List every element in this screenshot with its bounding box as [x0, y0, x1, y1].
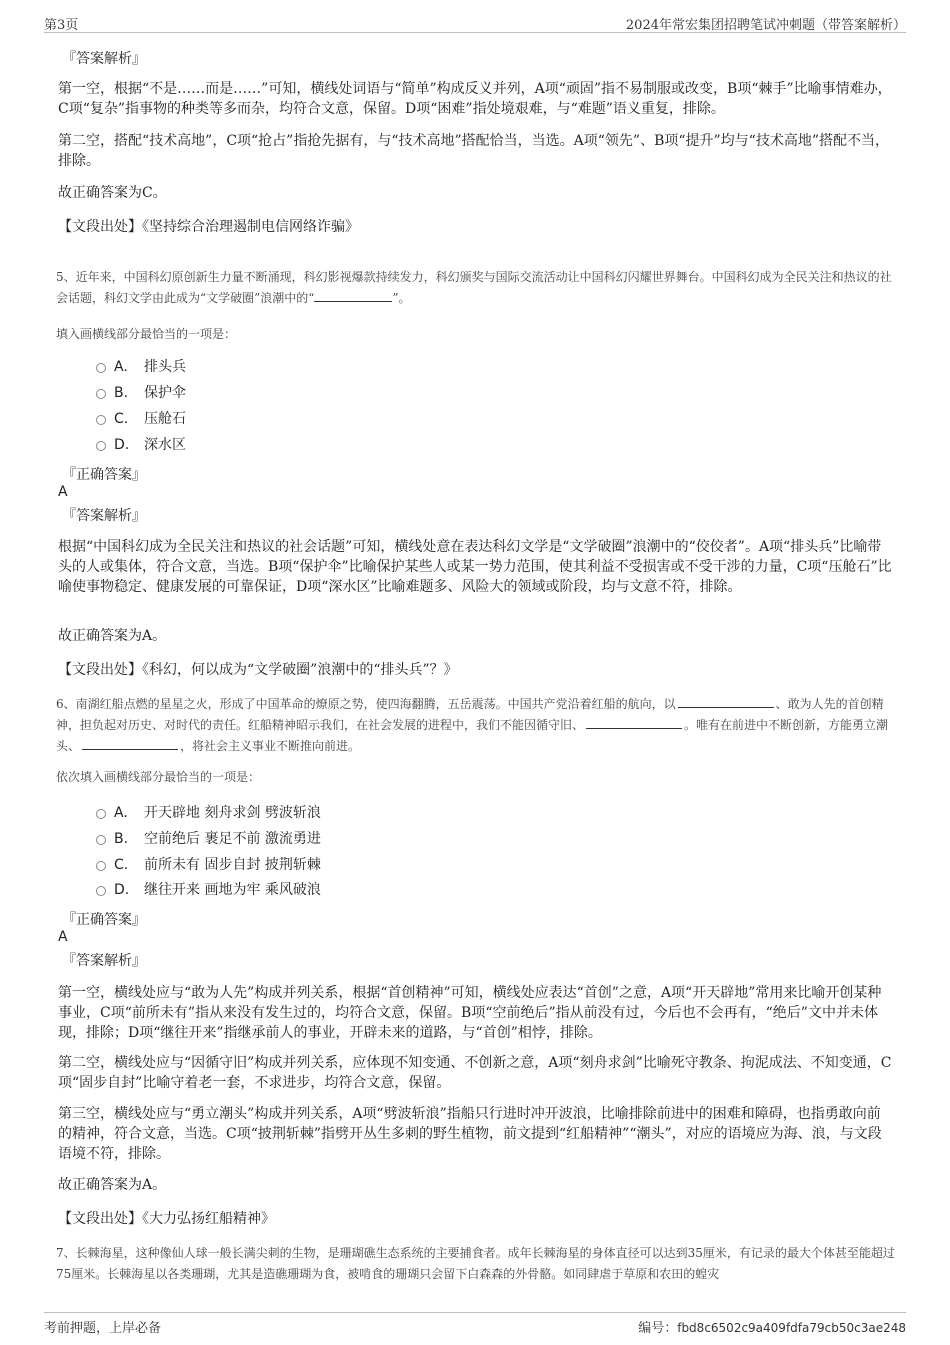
document-code: 编号：fbd8c6502c9a409fdfa79cb50c3ae248: [638, 1321, 906, 1336]
analysis-label: 『答案解析』: [62, 508, 146, 524]
q6-option-b[interactable]: B. 空前绝后 裹足不前 激流勇进: [96, 829, 321, 849]
q6-option-d[interactable]: D. 继往开来 画地为牢 乘风破浪: [96, 880, 321, 900]
q5-stem: 5、近年来，中国科幻原创新生力量不断涌现，科幻影视爆款持续发力，科幻颁奖与国际交流活动让中国科幻闪耀世界舞台。中国科幻成为全民关注和热议的社会话题，科幻文学由此成为“文学破圈”浪潮中的“ ”。: [56, 270, 892, 305]
answer-blank: [586, 716, 682, 729]
radio-icon[interactable]: [96, 809, 106, 819]
q6-analysis-para1: 第一空，横线处应与“敢为人先”构成并列关系，根据“首创精神”可知，横线处应表达“首创”之意，A项“开天辟地”常用来比喻开创某种事业，C项“前所未有”指从来没有发生过的，均符合文意，保留。B项“空前绝后”指从前没有过，今后也不会再有，“绝后”文中并未体现，排除；D项“继往开来”指继承前人的事业，开辟未来的道路，与“首创”相悖，排除。: [58, 985, 882, 1041]
q6-analysis-para3: 第三空，横线处应与“勇立潮头”构成并列关系，A项“劈波斩浪”指船只行进时冲开波浪，比喻排除前进中的困难和障碍，也指勇敢向前的精神，符合文意，当选。C项“披荆斩棘”指劈开丛生多刺的野生植物，前文提到“红船精神”“潮头”，对应的语境应为海、浪，与文段语境不符，排除。: [58, 1106, 882, 1162]
radio-icon[interactable]: [96, 389, 106, 399]
footer-slogan: 考前押题，上岸必备: [44, 1321, 162, 1336]
q5-option-c[interactable]: C. 压舱石: [96, 409, 186, 429]
q5-analysis: 根据“中国科幻成为全民关注和热议的社会话题”可知，横线处意在表达科幻文学是“文学破圈”浪潮中的“佼佼者”。A项“排头兵”比喻带头的人或集体，符合文意，当选。B项“保护伞”比喻保护某些人或某一势力范围，使其利益不受损害或不受干涉的力量，C项“压舱石”比喻使事物稳定、健康发展的可靠保证，D项“深水区”比喻难题多、风险大的领域或阶段，均与文意不符，排除。: [58, 539, 892, 595]
q6-answer: A: [58, 929, 68, 945]
q4-source: 【文段出处】《坚持综合治理遏制电信网络诈骗》: [58, 219, 359, 235]
q7-stem: 7、长棘海星，这种像仙人球一般长满尖刺的生物，是珊瑚礁生态系统的主要捕食者。成年长棘海星的身体直径可以达到35厘米，有记录的最大个体甚至能超过75厘米。长棘海星以各类珊瑚，尤其是造礁珊瑚为食，被啃食的珊瑚只会留下白森森的外骨骼。如同肆虐于草原和农田的蝗灾: [56, 1246, 895, 1281]
radio-icon[interactable]: [96, 441, 106, 451]
q6-analysis-para2: 第二空，横线处应与“因循守旧”构成并列关系，应体现不知变通、不创新之意，A项“刻舟求剑”比喻死守教条、拘泥成法、不知变通，C项“固步自封”比喻守着老一套，不求进步，均符合文意，保留。: [58, 1055, 892, 1091]
q6-instruction: 依次填入画横线部分最恰当的一项是：: [56, 770, 261, 784]
q6-source: 【文段出处】《大力弘扬红船精神》: [58, 1211, 275, 1227]
q4-conclusion: 故正确答案为C。: [58, 185, 167, 201]
correct-answer-label: 『正确答案』: [62, 912, 146, 928]
radio-icon[interactable]: [96, 886, 106, 896]
q5-conclusion: 故正确答案为A。: [58, 628, 167, 644]
radio-icon[interactable]: [96, 415, 106, 425]
q5-answer: A: [58, 484, 68, 500]
page-footer: [44, 1312, 906, 1336]
radio-icon[interactable]: [96, 861, 106, 871]
page-header: [44, 12, 906, 33]
q5-option-a[interactable]: A. 排头兵: [96, 357, 186, 377]
answer-blank: [314, 289, 392, 302]
q6-option-c[interactable]: C. 前所未有 固步自封 披荆斩棘: [96, 855, 321, 875]
document-title: 2024年常宏集团招聘笔试冲刺题（带答案解析）: [625, 18, 906, 33]
q6-conclusion: 故正确答案为A。: [58, 1177, 167, 1193]
page-number: 第3页: [44, 18, 79, 33]
q4-analysis-para1: 第一空，根据“不是……而是……”可知，横线处词语与“简单”构成反义并列，A项“顽固”指不易制服或改变，B项“棘手”比喻事情难办，C项“复杂”指事物的种类等多而杂，均符合文意，保留。D项“困难”指处境艰难，与“难题”语义重复，排除。: [58, 81, 892, 117]
q4-analysis-para2: 第二空，搭配“技术高地”，C项“抢占”指抢先据有，与“技术高地”搭配恰当，当选。A项“领先”、B项“提升”均与“技术高地”搭配不当，排除。: [58, 133, 889, 169]
q5-option-b[interactable]: B. 保护伞: [96, 383, 186, 403]
correct-answer-label: 『正确答案』: [62, 467, 146, 483]
q5-option-d[interactable]: D. 深水区: [96, 435, 186, 455]
q5-source: 【文段出处】《科幻，何以成为“文学破圈”浪潮中的“排头兵”？》: [58, 662, 458, 678]
radio-icon[interactable]: [96, 835, 106, 845]
answer-blank: [82, 737, 178, 750]
q6-stem: 6、南湖红船点燃的星星之火，形成了中国革命的燎原之势，使四海翻腾，五岳震荡。中国共产党沿着红船的航向，以 、敢为人先的首创精神，担负起对历史、对时代的责任。红船精神昭示我们，在社会发展的进程中，我们不能因循守旧、 。唯有在前进中不断创新，方能勇立潮头、 ，将社会主义事业不断推向前进。: [56, 697, 889, 753]
q5-instruction: 填入画横线部分最恰当的一项是：: [56, 327, 237, 341]
answer-blank: [678, 695, 774, 708]
analysis-label: 『答案解析』: [62, 953, 146, 969]
analysis-label: 『答案解析』: [62, 51, 146, 67]
radio-icon[interactable]: [96, 363, 106, 373]
q6-option-a[interactable]: A. 开天辟地 刻舟求剑 劈波斩浪: [96, 803, 321, 823]
